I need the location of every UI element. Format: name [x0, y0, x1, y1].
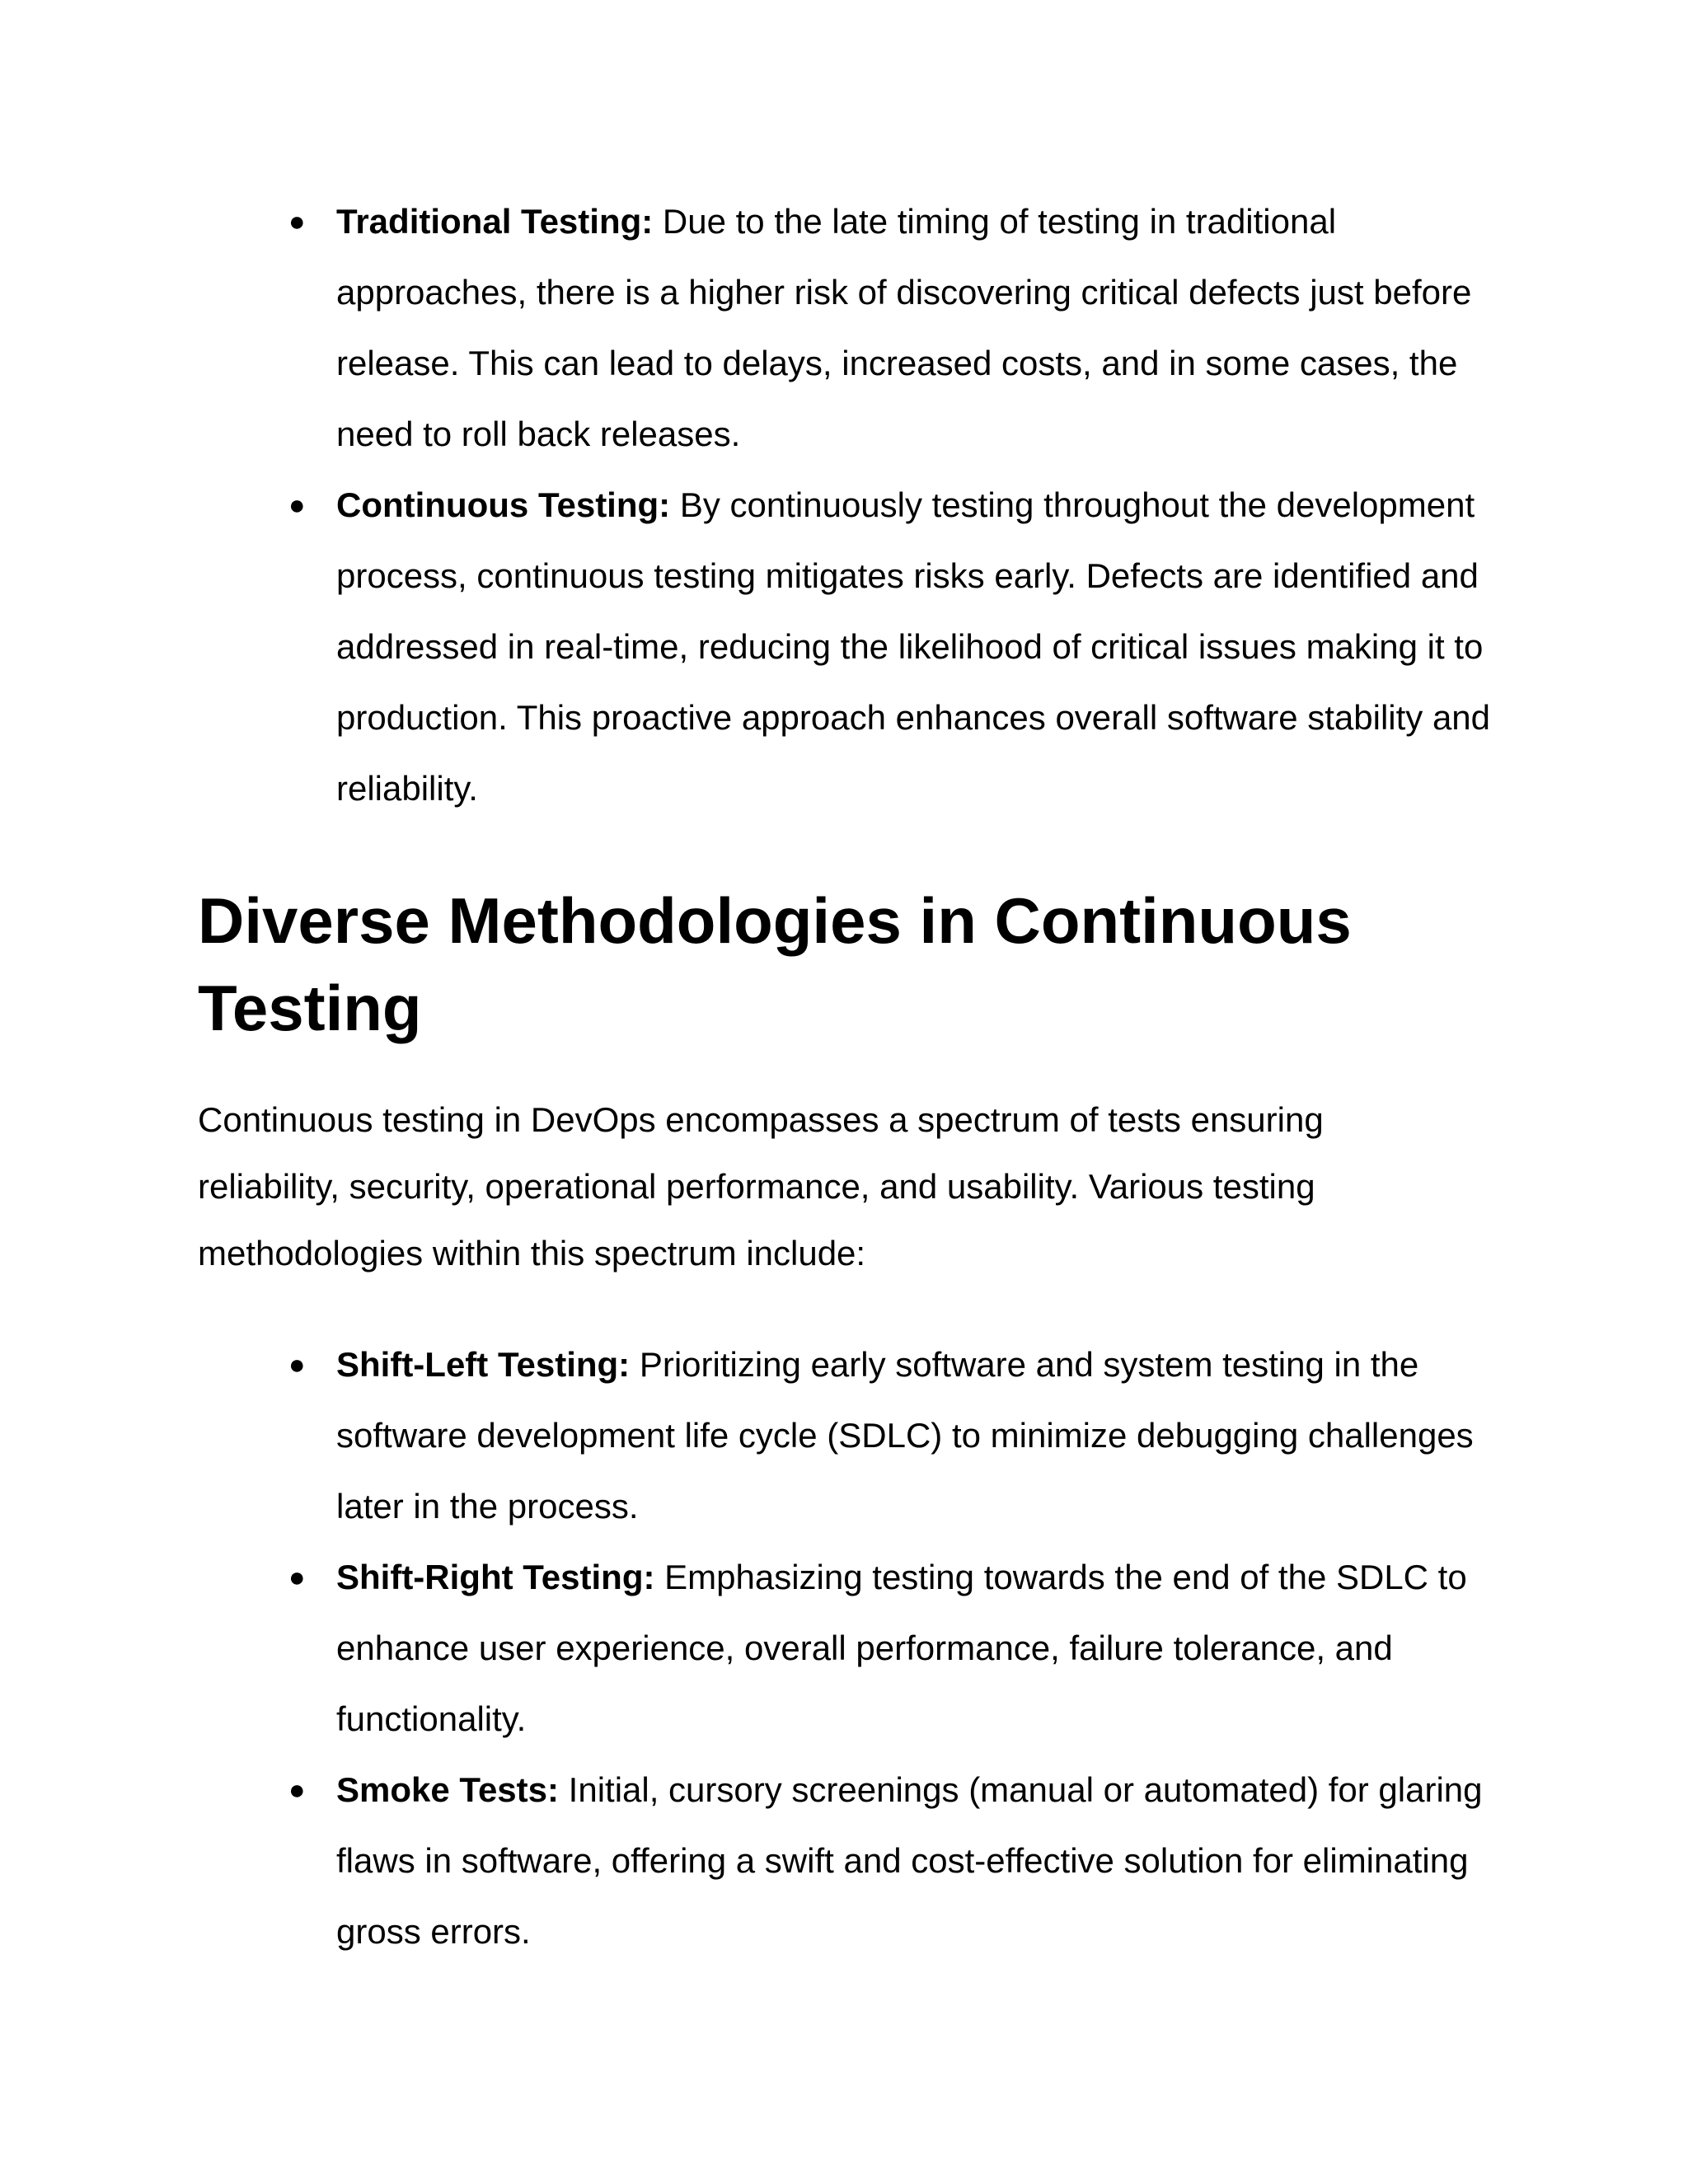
page-content — [198, 186, 1500, 1967]
list-item-term: Shift-Right Testing: — [336, 1558, 655, 1596]
list-item-shift-left-testing — [288, 1329, 1500, 1542]
testing-comparison-list — [198, 186, 1500, 824]
bullet-icon: ● — [288, 1774, 306, 1806]
list-item-continuous-testing — [288, 470, 1500, 824]
list-item-term: Traditional Testing: — [336, 202, 654, 241]
list-item-term: Shift-Left Testing: — [336, 1345, 631, 1384]
list-item-term: Smoke Tests: — [336, 1770, 559, 1809]
list-item-shift-right-testing — [288, 1542, 1500, 1755]
bullet-icon: ● — [288, 1349, 306, 1380]
list-item-text: Initial, cursory screenings (manual or automated) for glaring flaws in software, offering a swift and cost-effective solution for eliminating gross errors. — [336, 1770, 1483, 1951]
list-item-term: Continuous Testing: — [336, 485, 671, 524]
list-item-traditional-testing — [288, 186, 1500, 470]
bullet-icon: ● — [288, 1562, 306, 1593]
list-item-text: Emphasizing testing towards the end of the SDLC to enhance user experience, overall performance, failure tolerance, and functionality. — [336, 1558, 1467, 1738]
methodologies-list — [198, 1329, 1500, 1967]
section-heading: Diverse Methodologies in Continuous Testing — [198, 884, 1352, 1044]
section-intro-paragraph: Continuous testing in DevOps encompasses a spectrum of tests ensuring reliability, security, operational performance, and usability. Various testing methodologies within this spectrum include: — [198, 1100, 1324, 1272]
bullet-icon: ● — [288, 206, 306, 237]
list-item-text: Due to the late timing of testing in traditional approaches, there is a higher risk of discovering critical defects just before release. This can lead to delays, increased costs, and in some cases, the need to roll back releases. — [336, 202, 1472, 453]
list-item-smoke-tests — [288, 1755, 1500, 1967]
list-item-text: Prioritizing early software and system testing in the software development life cycle (SDLC) to minimize debugging challenges later in the process. — [336, 1345, 1474, 1526]
list-item-text: By continuously testing throughout the development process, continuous testing mitigates risks early. Defects are identified and addressed in real-time, reducing the likelihood of critical issues making it to production. This proactive approach enhances overall software stability and reliability. — [336, 485, 1491, 808]
bullet-icon: ● — [288, 490, 306, 521]
